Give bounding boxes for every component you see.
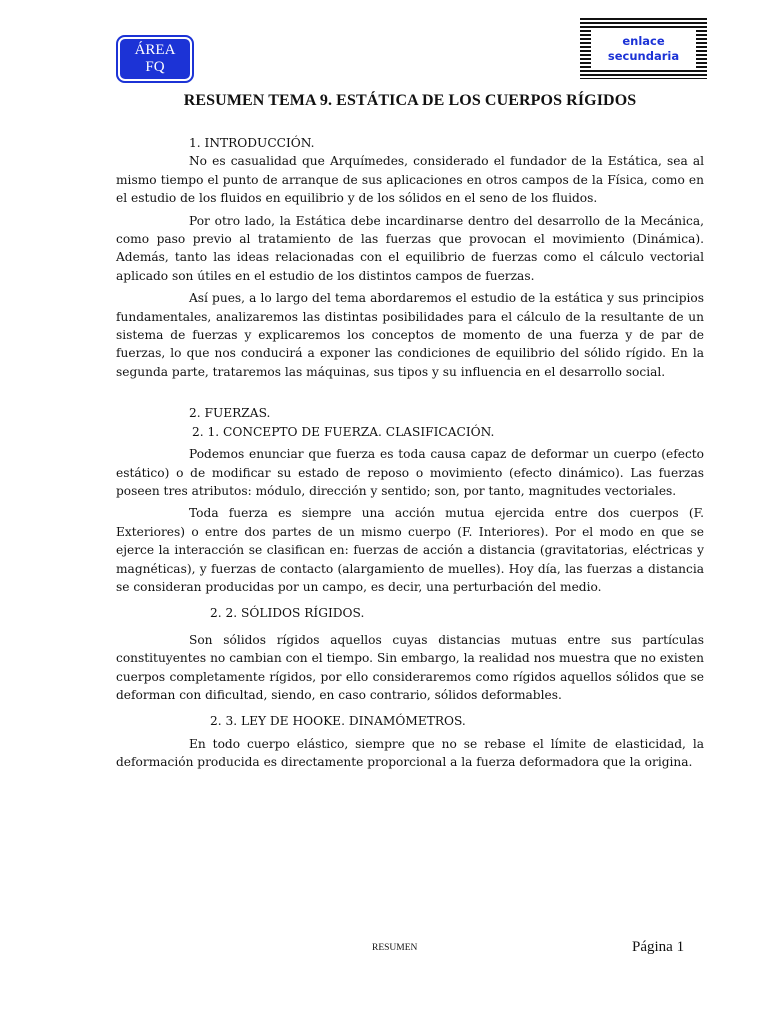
enlace-logo-line2: secundaria [607, 48, 680, 63]
paragraph: Así pues, a lo largo del tema abordaremos el estudio de la estática y sus principios fundamentales, analizaremos las distintas posibilidades para el cálculo de la resultante de un sistema de fuerzas y explicaremos los conceptos de momento de una fuerza y de par de fuerzas, lo que nos conducirá a exponer las condiciones de equilibrio del sólido rígido. En la segunda parte, trataremos las máquinas, sus tipos y su influencia en el desarrollo social. [116, 291, 704, 379]
paragraph: Por otro lado, la Estática debe incardinarse dentro del desarrollo de la Mecánica, como paso previo al tratamiento de las fuerzas que provocan el movimiento (Dinámica). Además, tanto las ideas relacionadas con el equilibrio de fuerzas como el cálculo vectorial aplicado son útiles en el estudio de los distintos campos de fuerzas. [116, 213, 704, 283]
footer-label: RESUMEN [372, 943, 418, 953]
area-fq-logo-line2: FQ [145, 59, 165, 75]
subsection-heading-ley-hooke: 2. 3. LEY DE HOOKE. DINAMÓMETROS. [210, 714, 466, 729]
section-heading-introduccion: 1. INTRODUCCIÓN. [189, 136, 315, 150]
subsection-heading-concepto-fuerza: 2. 1. CONCEPTO DE FUERZA. CLASIFICACIÓN. [192, 424, 495, 439]
enlace-secundaria-logo-inner [591, 29, 696, 68]
enlace-logo-line1: enlace [622, 33, 665, 48]
document-title: RESUMEN TEMA 9. ESTÁTICA DE LOS CUERPOS RÍGIDOS [183, 92, 637, 109]
section-heading-fuerzas: 2. FUERZAS. [189, 406, 271, 421]
document-body [116, 134, 704, 772]
paragraph: Toda fuerza es siempre una acción mutua ejercida entre dos cuerpos (F. Exteriores) o entre dos partes de un mismo cuerpo (F. Interiores). Por el modo en que se ejerce la interacción se clasifican en: fuerzas de acción a distancia (gravitatorias, eléctricas y magnéticas), y fuerzas de contacto (alargamiento de muelles). Hoy día, las fuerzas a distancia se consideran producidas por un campo, es decir, una perturbación del medio. [116, 506, 704, 594]
paragraph: Son sólidos rígidos aquellos cuyas distancias mutuas entre sus partículas constituyentes no cambian con el tiempo. Sin embargo, la realidad nos muestra que no existen cuerpos completamente rígidos, por ello consideraremos como rígidos aquellos sólidos que se deforman con dificultad, siendo, en caso contrario, sólidos deformables. [116, 632, 704, 702]
paragraph: Podemos enunciar que fuerza es toda causa capaz de deformar un cuerpo (efecto estático) o de modificar su estado de reposo o movimiento (efecto dinámico). Las fuerzas poseen tres atributos: módulo, dirección y sentido; son, por tanto, magnitudes vectoriales. [116, 447, 704, 498]
page-number: Página 1 [632, 939, 685, 955]
subsection-heading-solidos-rigidos: 2. 2. SÓLIDOS RÍGIDOS. [210, 606, 365, 621]
area-fq-logo [116, 35, 194, 83]
area-fq-logo-line1: ÁREA [134, 42, 176, 58]
enlace-secundaria-logo [580, 18, 707, 79]
paragraph: No es casualidad que Arquímedes, considerado el fundador de la Estática, sea al mismo tiempo el punto de arranque de sus aplicaciones en otros campos de la Física, como en el estudio de los fluidos en equilibrio y de los sólidos en el seno de los fluidos. [116, 154, 704, 206]
paragraph: En todo cuerpo elástico, siempre que no se rebase el límite de elasticidad, la deformación producida es directamente proporcional a la fuerza deformadora que la origina. [116, 736, 704, 770]
